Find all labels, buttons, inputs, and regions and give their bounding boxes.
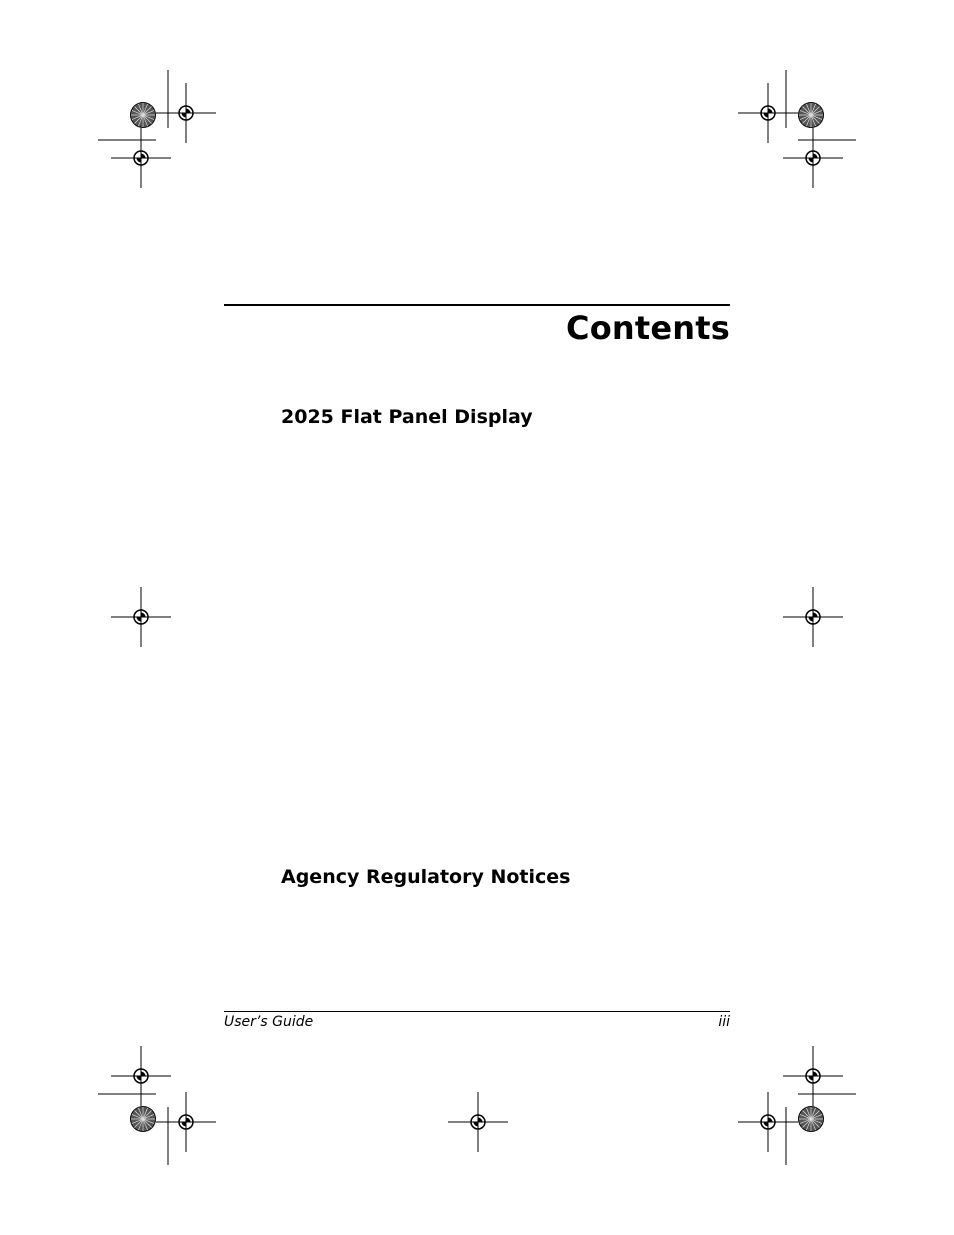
section-heading-regulatory: Agency Regulatory Notices (281, 866, 571, 888)
section-heading-display: 2025 Flat Panel Display (281, 406, 533, 428)
page-title: Contents (566, 309, 730, 347)
crop-mark-icon (98, 70, 856, 1165)
color-bar-icon (130, 102, 824, 1132)
registration-mark-icon (111, 83, 843, 1152)
footer-page-number: iii (718, 1014, 730, 1030)
title-rule (224, 304, 730, 306)
footer-guide-title: User’s Guide (224, 1014, 314, 1030)
footer-rule (224, 1011, 730, 1012)
